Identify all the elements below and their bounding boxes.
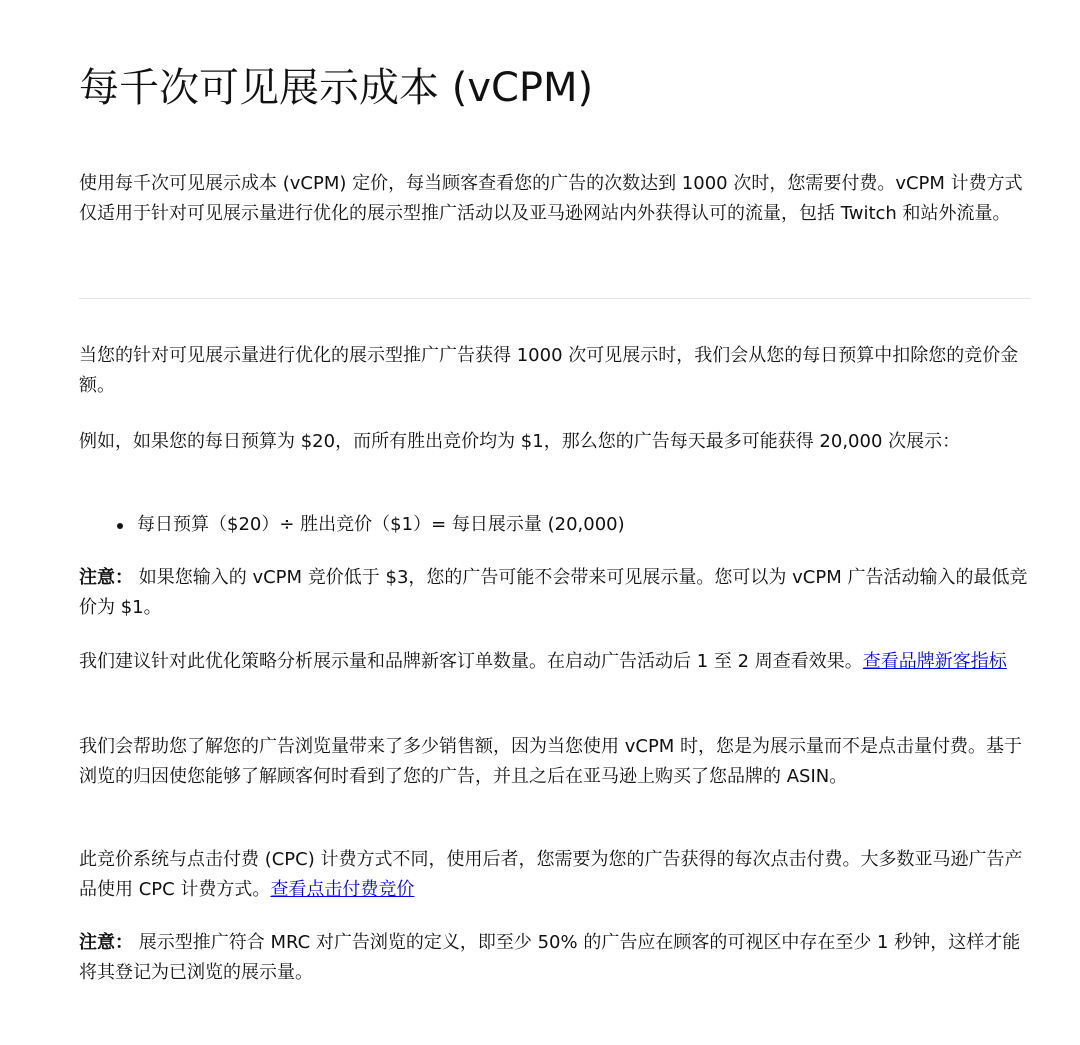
- example-paragraph: 例如，如果您的每日预算为 $20，而所有胜出竞价均为 $1，那么您的广告每天最多可能获得 20,000 次展示：: [79, 431, 961, 452]
- cpc-comparison-text: 此竞价系统与点击付费 (CPC) 计费方式不同，使用后者，您需要为您的广告获得的每次点击付费。大多数亚马逊广告产品使用 CPC 计费方式。: [79, 849, 1023, 900]
- note-text: 如果您输入的 vCPM 竞价低于 $3，您的广告可能不会带来可见展示量。您可以为 vCPM 广告活动输入的最低竞价为 $1。: [79, 567, 1028, 618]
- example-list: [79, 510, 625, 540]
- section-divider: [79, 298, 1031, 299]
- mrc-note-label: 注意：: [79, 932, 133, 953]
- cpc-bidding-link[interactable]: 查看点击付费竞价: [270, 879, 415, 900]
- budget-deduction-paragraph: 当您的针对可见展示量进行优化的展示型推广广告获得 1000 次可见展示时，我们会从您的每日预算中扣除您的竞价金额。: [79, 345, 1019, 396]
- note-paragraph: [79, 563, 1031, 623]
- page-title: 每千次可见展示成本 (vCPM): [79, 65, 594, 111]
- list-item-text: 每日预算（$20）÷ 胜出竞价（$1）= 每日展示量 (20,000): [137, 514, 625, 535]
- recommendation-text: 我们建议针对此优化策略分析展示量和品牌新客订单数量。在启动广告活动后 1 至 2 周查看效果。: [79, 651, 863, 672]
- recommendation-paragraph: [79, 647, 1031, 677]
- mrc-note-paragraph: [79, 928, 1031, 988]
- attribution-paragraph: 我们会帮助您了解您的广告浏览量带来了多少销售额，因为当您使用 vCPM 时，您是为展示量而不是点击量付费。基于浏览的归因使您能够了解顾客何时看到了您的广告，并且之后在亚马逊上购买了您品牌的 ASIN。: [79, 736, 1023, 787]
- mrc-note-text: 展示型推广符合 MRC 对广告浏览的定义，即至少 50% 的广告应在顾客的可视区中存在至少 1 秒钟，这样才能将其登记为已浏览的展示量。: [79, 932, 1021, 983]
- list-item: [79, 510, 625, 540]
- bullet-dot-icon: [117, 523, 123, 529]
- cpc-comparison-paragraph: [79, 845, 1031, 905]
- intro-paragraph: 使用每千次可见展示成本 (vCPM) 定价，每当顾客查看您的广告的次数达到 1000 次时，您需要付费。vCPM 计费方式仅适用于针对可见展示量进行优化的展示型推广活动以及亚马逊网站内外获得认可的流量，包括 Twitch 和站外流量。: [79, 173, 1023, 224]
- new-to-brand-metrics-link[interactable]: 查看品牌新客指标: [862, 651, 1007, 672]
- note-label: 注意：: [79, 567, 133, 588]
